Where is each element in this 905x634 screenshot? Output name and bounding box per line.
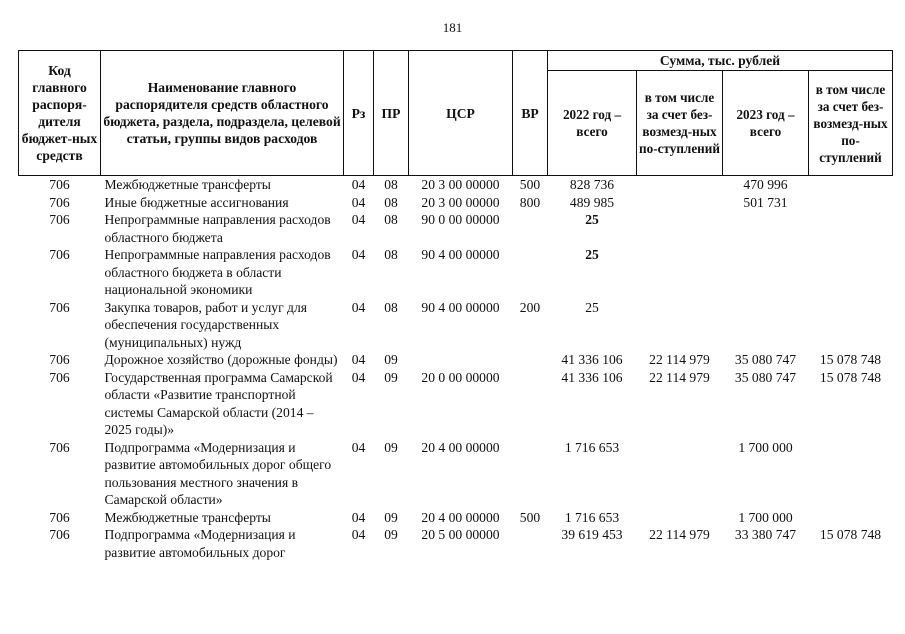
cell-2022-total: 25 xyxy=(585,247,599,262)
cell-pr: 08 xyxy=(384,177,398,192)
cell-2022-total: 41 336 106 xyxy=(561,369,623,385)
cell-code: 706 xyxy=(49,352,70,367)
cell-rz: 04 xyxy=(351,369,366,385)
cell-2022-total: 39 619 453 xyxy=(561,527,623,542)
cell-2023-free: 15 078 748 xyxy=(819,352,882,367)
header-2022-total: 2022 год – всего xyxy=(548,71,637,176)
cell-2023-free xyxy=(809,176,893,194)
cell-2023-total xyxy=(723,211,809,246)
cell-2023-free xyxy=(809,439,893,509)
cell-name: Межбюджетные трансферты xyxy=(104,177,271,192)
header-2022-free: в том числе за счет без-возмезд-ных по-ступлений xyxy=(637,71,723,176)
cell-code: 706 xyxy=(49,177,70,192)
cell-name: Дорожное хозяйство (дорожные фонды) xyxy=(104,352,338,367)
cell-2022-total: 25 xyxy=(585,299,599,315)
cell-vr xyxy=(513,369,548,439)
cell-2022-free xyxy=(637,194,723,212)
page-number: 181 xyxy=(442,20,463,35)
cell-pr: 09 xyxy=(384,509,398,525)
cell-2023-free xyxy=(809,194,893,212)
cell-vr: 200 xyxy=(519,299,541,315)
cell-rz: 04 xyxy=(351,212,366,227)
cell-name: Непрограммные направления расходов областного бюджета в области национальной экономики xyxy=(104,247,331,297)
cell-rz: 04 xyxy=(351,299,366,315)
header-rz: Рз xyxy=(344,51,374,176)
cell-2022-free: 22 114 979 xyxy=(649,352,710,367)
cell-code: 706 xyxy=(49,369,70,385)
cell-name: Закупка товаров, работ и услуг для обеспечения государственных (муниципальных) нужд xyxy=(104,299,308,350)
cell-2023-total: 1 700 000 xyxy=(738,509,793,525)
cell-2022-free xyxy=(637,176,723,194)
table-row xyxy=(19,439,893,509)
cell-pr: 08 xyxy=(384,212,398,227)
header-csr: ЦСР xyxy=(409,51,513,176)
header-2023-total: 2023 год – всего xyxy=(723,71,809,176)
cell-pr: 09 xyxy=(384,527,398,542)
cell-2023-total: 33 380 747 xyxy=(734,527,797,542)
cell-csr: 20 3 00 00000 xyxy=(421,177,500,192)
cell-rz: 04 xyxy=(351,177,366,192)
cell-2022-total: 25 xyxy=(585,212,599,227)
table-row xyxy=(19,211,893,246)
cell-csr: 90 4 00 00000 xyxy=(421,247,500,262)
cell-2023-free xyxy=(809,299,893,352)
table-row xyxy=(19,176,893,194)
cell-csr: 20 0 00 00000 xyxy=(421,369,500,385)
cell-2023-total: 470 996 xyxy=(743,177,788,192)
cell-rz: 04 xyxy=(351,439,366,455)
cell-csr: 20 4 00 00000 xyxy=(421,439,500,455)
table-body xyxy=(19,176,893,562)
cell-2022-total: 1 716 653 xyxy=(564,439,620,455)
cell-pr: 08 xyxy=(384,247,398,262)
cell-2023-total xyxy=(723,246,809,299)
cell-2022-free xyxy=(637,509,723,527)
cell-name: Подпрограмма «Модернизация и развитие автомобильных дорог xyxy=(104,527,296,560)
cell-2023-free: 15 078 748 xyxy=(819,369,882,385)
cell-2023-free xyxy=(809,211,893,246)
header-vr: ВР xyxy=(513,51,548,176)
cell-csr xyxy=(409,351,513,369)
table-row xyxy=(19,369,893,439)
cell-name: Иные бюджетные ассигнования xyxy=(104,194,289,210)
cell-2023-total: 501 731 xyxy=(743,194,788,210)
header-2023-free: в том числе за счет без-возмезд-ных по-ступлений xyxy=(809,71,893,176)
cell-code: 706 xyxy=(49,509,70,525)
header-code: Код главного распоря-дителя бюджет-ных средств xyxy=(19,51,101,176)
cell-csr: 90 0 00 00000 xyxy=(421,212,500,227)
cell-vr xyxy=(513,351,548,369)
cell-rz: 04 xyxy=(351,527,366,542)
cell-2023-total: 1 700 000 xyxy=(738,439,793,455)
cell-2022-free: 22 114 979 xyxy=(649,369,710,385)
cell-rz: 04 xyxy=(351,247,366,262)
cell-code: 706 xyxy=(49,247,70,262)
cell-csr: 20 3 00 00000 xyxy=(421,194,500,210)
table-header-row xyxy=(19,51,893,71)
header-pr: ПР xyxy=(374,51,409,176)
cell-name: Подпрограмма «Модернизация и развитие автомобильных дорог общего пользования местного значения в Самарской области» xyxy=(104,439,332,507)
table-row xyxy=(19,299,893,352)
cell-2023-total: 35 080 747 xyxy=(734,352,797,367)
header-sum-group: Сумма, тыс. рублей xyxy=(548,51,893,71)
cell-code: 706 xyxy=(49,299,70,315)
cell-2023-free: 15 078 748 xyxy=(819,527,882,542)
cell-code: 706 xyxy=(49,527,70,542)
cell-pr: 08 xyxy=(384,299,398,315)
table-row xyxy=(19,246,893,299)
cell-2022-total: 828 736 xyxy=(569,177,615,192)
cell-vr: 800 xyxy=(519,194,541,210)
cell-2022-total: 1 716 653 xyxy=(564,509,620,525)
cell-rz: 04 xyxy=(351,509,366,525)
cell-2023-free xyxy=(809,246,893,299)
cell-rz: 04 xyxy=(351,194,366,210)
budget-table xyxy=(18,50,893,561)
cell-2022-free xyxy=(637,246,723,299)
cell-csr: 90 4 00 00000 xyxy=(421,299,500,315)
cell-2023-free xyxy=(809,509,893,527)
cell-code: 706 xyxy=(49,194,70,210)
cell-pr: 09 xyxy=(384,439,398,455)
table-row xyxy=(19,526,893,561)
cell-rz: 04 xyxy=(351,352,366,367)
table-row xyxy=(19,509,893,527)
cell-2022-free: 22 114 979 xyxy=(649,527,710,542)
cell-2022-free xyxy=(637,211,723,246)
cell-2022-free xyxy=(637,299,723,352)
cell-2022-total: 41 336 106 xyxy=(561,352,623,367)
cell-csr: 20 5 00 00000 xyxy=(421,527,500,542)
cell-name: Непрограммные направления расходов областного бюджета xyxy=(104,212,331,245)
cell-2022-total: 489 985 xyxy=(569,194,615,210)
cell-name: Межбюджетные трансферты xyxy=(104,509,271,525)
cell-2022-free xyxy=(637,439,723,509)
cell-vr xyxy=(513,526,548,561)
cell-vr xyxy=(513,439,548,509)
cell-code: 706 xyxy=(49,439,70,455)
header-name: Наименование главного распорядителя средств областного бюджета, раздела, подраздела, целевой статьи, группы видов расходов xyxy=(101,51,344,176)
cell-2023-total: 35 080 747 xyxy=(734,369,797,385)
cell-vr: 500 xyxy=(519,509,541,525)
cell-2023-total xyxy=(723,299,809,352)
cell-vr xyxy=(513,211,548,246)
cell-name: Государственная программа Самарской области «Развитие транспортной системы Самарской области (2014 – 2025 годы)» xyxy=(104,369,333,437)
cell-csr: 20 4 00 00000 xyxy=(421,509,500,525)
table-row xyxy=(19,194,893,212)
cell-pr: 09 xyxy=(384,369,398,385)
cell-vr: 500 xyxy=(519,177,541,192)
cell-code: 706 xyxy=(49,212,70,227)
cell-pr: 08 xyxy=(384,194,398,210)
cell-pr: 09 xyxy=(384,352,398,367)
table-row xyxy=(19,351,893,369)
cell-vr xyxy=(513,246,548,299)
